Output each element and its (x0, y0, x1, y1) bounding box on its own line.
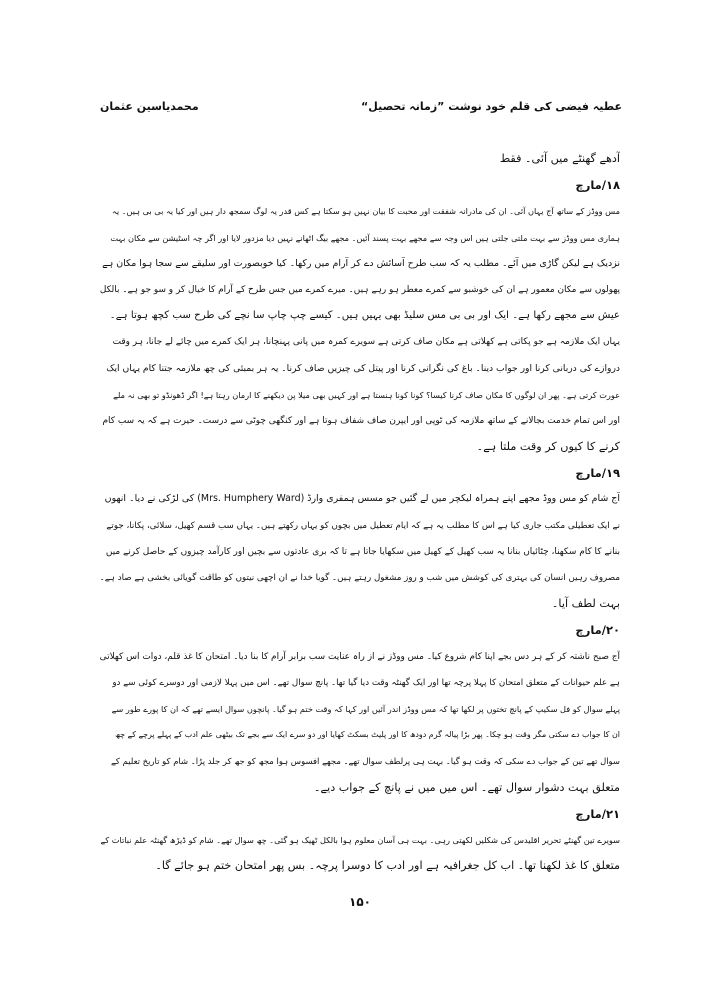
paragraph-line: ان کا جواب دے سکتی مگر وقت ہو چکا۔ پھر بڑا پیالہ گرم دودھ کا اور پلیٹ بسکٹ کھایا اور دو سرے ایک سے بجے تک بیٹھی علم ادب کے پہلے پرچے کے چھ (115, 730, 620, 740)
diary-date-heading: ۲۰/مارچ (575, 623, 620, 638)
paragraph-line: سوال تھے تین کے جواب دے سکی کہ وقت ہو گیا۔ بہت ہی پرلطف سوال تھے۔ مجھے افسوس ہوا مجھ کو جھ کر جلد پڑا۔ شام کو تاریخ تعلیم کے (110, 756, 620, 767)
paragraph-line: یہاں ایک ملازمہ ہے جو پکاتی ہے کھلاتی ہے مکان صاف کرتی ہے سویرے کمرہ میں پانی پہنچانا، ہر ایک کمرے میں چائے لے جانا، ہر وقت (112, 337, 620, 348)
paragraph-line: آج صبح ناشتہ کر کے ہر دس بجے اپنا کام شروع کیا۔ مس ووڈز نے از راہ عنایت سب برابر آرام کا بنا دیا۔ امتحان کا غذ قلم، دوات اس کھلاتی (100, 651, 620, 662)
paragraph-line: آدھے گھنٹے میں آئی۔ فقط (499, 152, 620, 165)
paragraph-line: متعلق کا غذ لکھنا تھا۔ اب کل جغرافیہ ہے اور ادب کا دوسرا پرچہ۔ بس پھر امتحان ختم ہو جائے گا۔ (155, 859, 620, 873)
paragraph-line: ہماری مس ووڈز سے بہت ملتی جلتی ہیں اس وجہ سے مجھے بہت پسند آئیں۔ مجھے بیگ اٹھانے نہیں دیا مزدور لایا اور اگر چہ اسٹیشن سے مکان بہت (110, 232, 620, 243)
paragraph-line: آج شام کو مس ووڈ مجھے اپنے ہمراہ لیکچر میں لے گئیں جو مسس ہمفری وارڈ (Mrs. Humphery Ward) کی لڑکی نے دیا۔ انھوں (104, 493, 620, 505)
diary-date-heading: ۱۹/مارچ (575, 466, 620, 481)
paragraph-line: بہت لطف آیا۔ (551, 597, 620, 611)
paragraph-line: دروازے کی دربانی کرنا اور جواب دینا۔ باغ کی نگرانی کرنا اور پیتل کی چیزیں صاف کرنا۔ یہ ہر بمبئی کی چھ ملازمہ جتنا کام یہاں ایک (106, 362, 620, 374)
diary-date-heading: ۱۸/مارچ (575, 178, 620, 193)
paragraph-line: مصروف رہیں انسان کی بہتری کی کوشش میں شب و روز مشغول رہتے ہیں۔ گویا خدا نے ان اچھی نیتوں کو طاقت گویائی بخشی ہے صاد ہے۔ (100, 573, 620, 583)
running-header (100, 100, 622, 120)
diary-body (100, 146, 620, 879)
paragraph-line: پہلے سوال کو فل سکیپ کے پانچ تختوں پر لکھا تھا کہ مس ووڈز اندر آئیں اور کہا کہ وقت ختم ہو گیا۔ پانچوں سوال ایسے تھے کہ ان کا پورے طور سے (111, 703, 620, 714)
paragraph-line: بنانے کا کام سکھنا، چٹائیاں بنانا یہ سب کھیل کے کھیل میں سکھایا جاتا ہے تا کہ بری عادتوں سے بچیں اور کارآمد چیزوں کے حاصل کرنے میں (105, 546, 620, 557)
paragraph-line: نے ایک تعطیلی مکتب جاری کیا ہے اس کا مطلب یہ ہے کہ ایام تعطیل میں بچوں کو یہاں رکھتے ہیں۔ یہاں سب قسم کھیل، سلائی، پکانا، جوتے (106, 520, 620, 531)
diary-date-heading: ۲۱/مارچ (575, 806, 620, 821)
paragraph-line: کرنے کا کیوں کر وقت ملتا ہے۔ (476, 440, 620, 454)
paragraph-line: عورت کرتی ہے۔ پھر ان لوگوں کا مکان صاف کرنا کیسا؟ کونا کونا ہنستا ہے اور کہیں بھی میلا پن دیکھنے کا ارمان رہتا ہے! اگر ڈھونڈو تو بھی نہ ملے (113, 389, 620, 400)
header-author-name: محمدیاسین عثمان (100, 100, 199, 113)
paragraph-line: سویرے تین گھنٹے تحریر اقلیدس کی شکلیں لکھتی رہی۔ بہت ہی آسان معلوم ہوا بالکل ٹھیک ہو گئی۔ چھ سوال تھے۔ شام کو ڈیڑھ گھنٹہ علم نباتات کے (100, 834, 620, 845)
paragraph-line: متعلق بہت دشوار سوال تھے۔ اس میں میں نے پانچ کے جواب دیے۔ (313, 780, 620, 794)
paragraph-line: مس ووڈز کے ساتھ آج یہاں آئی۔ ان کی مادرانہ شفقت اور محبت کا بیان نہیں ہو سکتا ہے کس قدر یہ لوگ سمجھ دار ہیں اور کیا یہ بی بی ہیں۔ یہ (112, 206, 620, 217)
paragraph-line: پھولوں سے مکان معمور ہے ان کی خوشبو سے کمرے معطر ہو رہے ہیں۔ میرے کمرے میں جس طرح کے آرام کا خیال کر و سو جو ہے۔ بالکل (100, 284, 620, 295)
page-number: ۱۵۰ (349, 895, 371, 909)
paragraph-line: اور اس تمام خدمت بجالانے کے ساتھ ملازمہ کی ٹوپی اور ایپرن صاف شفاف ہوتا ہے اور کنگھی چوٹی سے درست۔ حیرت ہے کہ یہ سب کام (102, 415, 620, 426)
paragraph-line: ہے علم حیوانات کے متعلق امتحان کا پہلا پرچہ تھا اور ایک گھنٹہ وقت دیا گیا تھا۔ پانچ سوال تھے۔ اس میں پہلا لازمی اور دوسرے کوئی سے دو (112, 677, 620, 688)
paragraph-line: نزدیک ہے لیکن گاڑی میں آئے۔ مطلب یہ کہ سب طرح آسائش دے کر آرام میں رکھا۔ کیا خوبصورت اور سلیقے سے سجا ہوا مکان ہے (102, 257, 620, 269)
header-book-title: عطیہ فیضی کی قلم خود نوشت ”زمانہ تحصیل“ (361, 100, 622, 113)
paragraph-line: عیش سے مجھے رکھا ہے۔ ایک اور بی بی مس سلیڈ بھی یہیں ہیں۔ کیسے چپ چاپ سا نچے کی طرح سب کچھ ہوتا ہے۔ (109, 310, 620, 322)
